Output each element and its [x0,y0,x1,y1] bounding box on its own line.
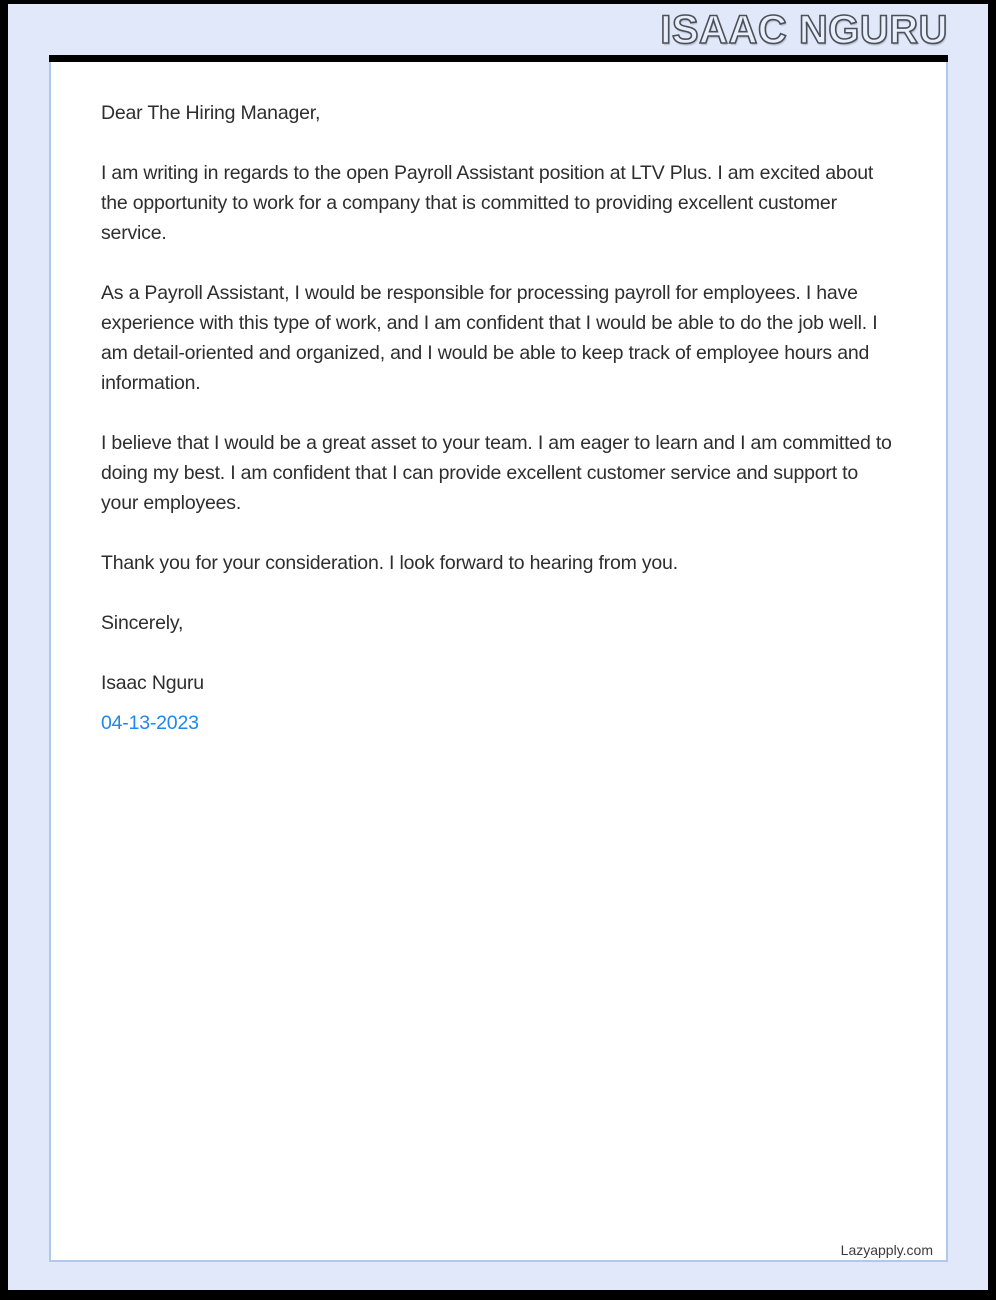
header-area [8,4,988,55]
letter-paragraph: I am writing in regards to the open Payroll Assistant position at LTV Plus. I am excited about the opportunity to work for a company that is committed to providing excellent customer service. [101,162,874,244]
letter-paragraph: As a Payroll Assistant, I would be responsible for processing payroll for employees. I have experience with this type of work, and I am confident that I would be able to do the job well. I am detail-oriented and organized, and I would be able to keep track of employee hours and information. [101,282,878,394]
letter-page [49,62,948,1262]
closing: Sincerely, [101,612,184,634]
letter-body [101,98,896,738]
letter-paragraph: Thank you for your consideration. I look forward to hearing from you. [101,552,678,574]
signature-name: Isaac Nguru [101,672,204,694]
footer-brand-link[interactable]: Lazyapply.com [840,1242,933,1258]
date-link[interactable]: 04-13-2023 [101,712,199,734]
page-top-border [49,55,948,62]
header-name: ISAAC NGURU [660,8,948,52]
page-background [8,4,988,1290]
letter-paragraph: I believe that I would be a great asset to your team. I am eager to learn and I am committed to doing my best. I am confident that I can provide excellent customer service and support to your employees. [101,432,892,514]
salutation: Dear The Hiring Manager, [101,102,321,124]
letter-page-wrap [49,55,948,1262]
